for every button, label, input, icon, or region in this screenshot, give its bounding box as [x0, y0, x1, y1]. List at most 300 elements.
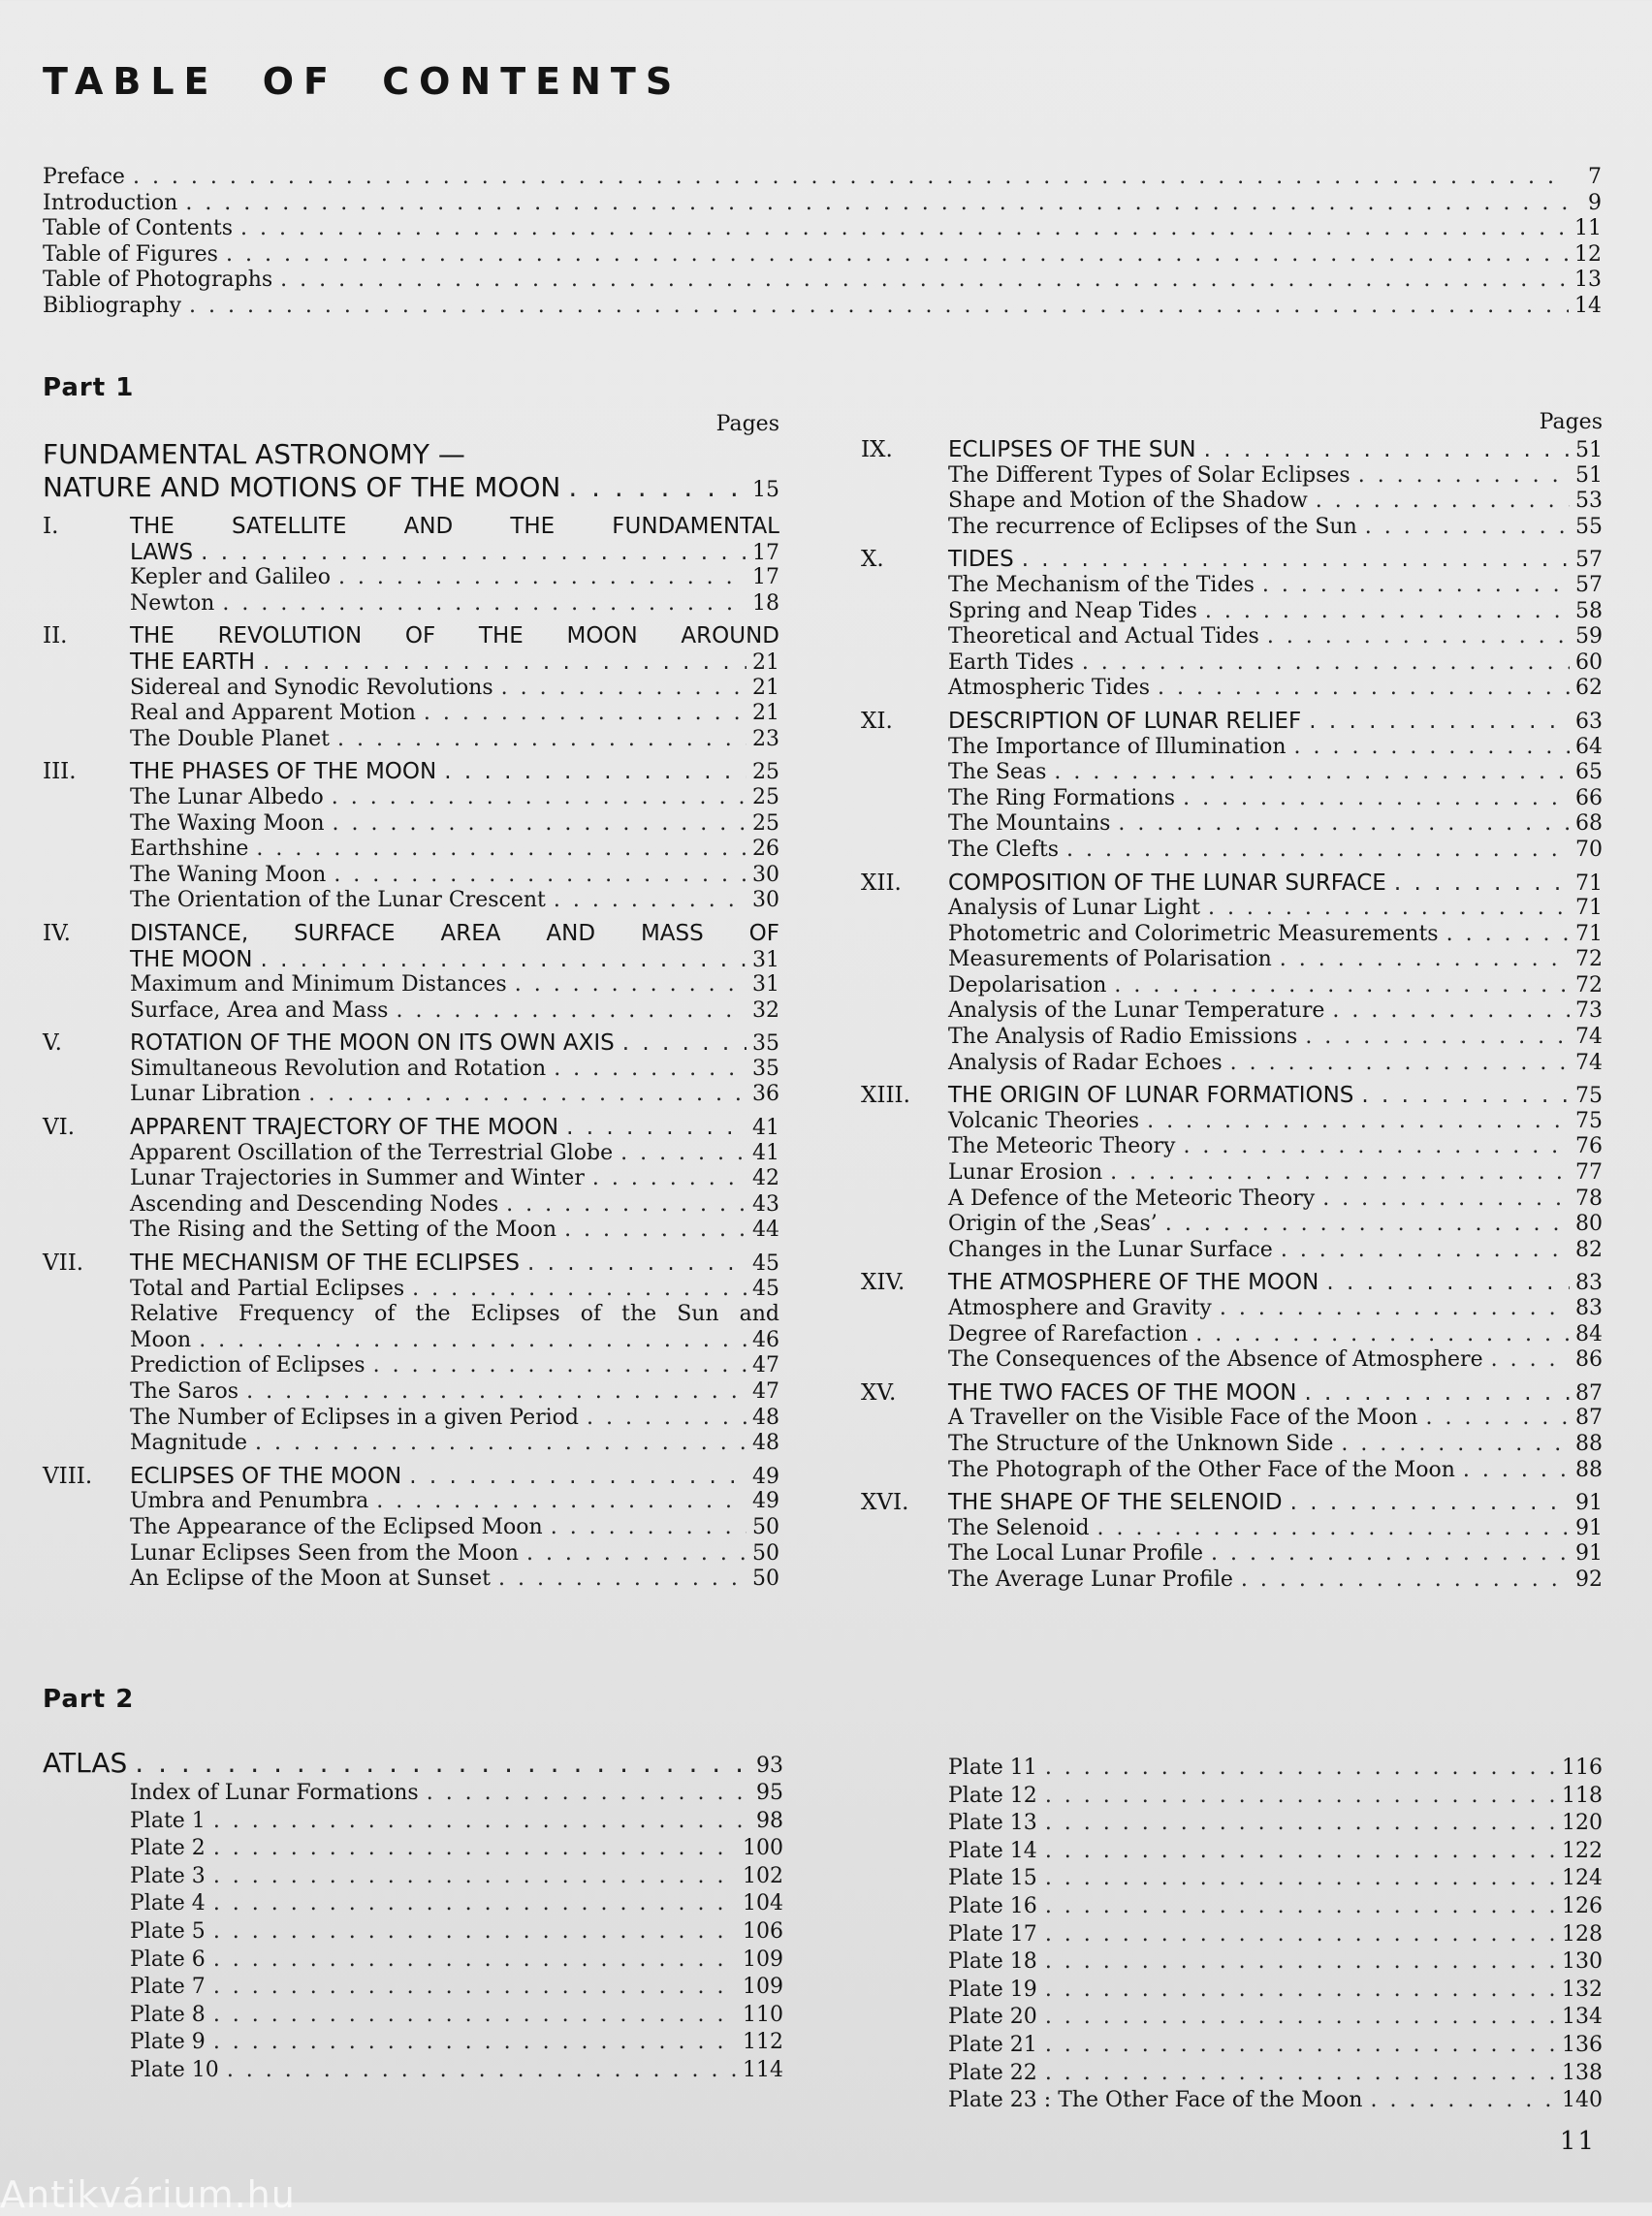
chapter-title-text: THE MECHANISM OF THE ECLIPSES: [130, 1250, 521, 1277]
entry-title: The Saros: [130, 1379, 239, 1404]
entry-title: Preface: [43, 165, 125, 189]
dot-leader: [280, 268, 1569, 294]
dot-leader: [1158, 676, 1570, 702]
chapter-body: [130, 1250, 779, 1457]
entry-title: An Eclipse of the Moon at Sunset: [130, 1567, 491, 1592]
chapter-list-left: [43, 514, 779, 1593]
entry-page: 70: [1575, 837, 1603, 862]
dot-leader: [622, 1030, 747, 1057]
atlas-entry: [948, 1948, 1603, 1977]
front-matter-entry: [43, 216, 1602, 242]
entry-page: 30: [752, 888, 779, 913]
chapter-title-line: DISTANCE, SURFACE AREA AND MASS OF: [130, 920, 779, 946]
entry-page: 104: [743, 1891, 783, 1916]
dot-leader: [1045, 2060, 1556, 2088]
entry-page: 73: [1575, 998, 1603, 1024]
dot-leader: [189, 294, 1569, 320]
section-entry: [948, 1458, 1603, 1484]
atlas-list-left: [43, 1780, 783, 2085]
entry-page: 74: [1575, 1025, 1603, 1050]
chapter-numeral: XI.: [861, 708, 893, 734]
entry-page: 109: [743, 1947, 783, 1972]
dot-leader: [1294, 735, 1571, 761]
entry-page: 50: [752, 1514, 779, 1539]
chapter-title-text: THE MOON: [130, 946, 253, 972]
entry-title: Table of Contents: [43, 216, 234, 241]
entry-title: Plate 14: [948, 1838, 1037, 1863]
dot-leader: [551, 1515, 747, 1541]
chapter-page: 63: [1575, 709, 1603, 734]
dot-leader: [1066, 838, 1570, 864]
section-entry: [948, 676, 1603, 702]
section-entry: [130, 998, 779, 1025]
page-title: TABLE OF CONTENTS: [43, 60, 683, 103]
dot-leader: [1332, 998, 1570, 1025]
chapter-title-text: ROTATION OF THE MOON ON ITS OWN AXIS: [130, 1030, 615, 1057]
chapter-body: [130, 759, 779, 914]
entry-page: 35: [752, 1056, 779, 1081]
entry-title: Spring and Neap Tides: [948, 598, 1197, 623]
dot-leader: [527, 1250, 747, 1277]
plate-entry: [948, 1755, 1603, 1783]
atlas-entry: [130, 1780, 783, 1808]
entry-page: 112: [743, 2030, 783, 2055]
plate-entry: [130, 1835, 783, 1863]
entry-page: 134: [1562, 2005, 1603, 2030]
entry-title: Degree of Rarefaction: [948, 1321, 1189, 1346]
entry-page: 86: [1575, 1347, 1603, 1373]
atlas-heading-line: [43, 1747, 783, 1780]
dot-leader: [376, 1489, 747, 1515]
atlas-heading-text: ATLAS: [43, 1747, 128, 1779]
chapter-title: [130, 1250, 779, 1277]
dot-leader: [201, 540, 747, 566]
section-entry: [130, 972, 779, 998]
entry-title: A Traveller on the Visible Face of the Moon: [948, 1406, 1418, 1431]
entry-title: The Clefts: [948, 837, 1060, 862]
entry-page: 41: [752, 1140, 779, 1165]
chapter-title-text: THE PHASES OF THE MOON: [130, 759, 437, 785]
entry-title: Plate 12: [948, 1783, 1037, 1808]
atlas-entry: [130, 1890, 783, 1918]
entry-title: Lunar Libration: [130, 1082, 302, 1107]
dot-leader: [263, 649, 747, 676]
entry-page: 82: [1575, 1237, 1603, 1262]
chapter: [43, 1030, 779, 1108]
page-number: 11: [1559, 2127, 1596, 2156]
dot-leader: [1045, 1948, 1556, 1977]
entry-page: 91: [1575, 1541, 1603, 1567]
watermark: Antikvárium.hu: [0, 2173, 296, 2216]
entry-page: 128: [1562, 1921, 1603, 1947]
dot-leader: [1045, 1755, 1556, 1783]
entry-page: 116: [1562, 1756, 1603, 1780]
entry-title: Moon: [130, 1327, 192, 1352]
dot-leader: [1045, 1838, 1556, 1866]
part-1-main-heading: [43, 438, 779, 504]
section-entry: [130, 1141, 779, 1167]
chapter-title-text: THE TWO FACES OF THE MOON: [948, 1379, 1297, 1406]
dot-leader: [185, 191, 1569, 217]
section-entry: [130, 1166, 779, 1192]
section-entry: [948, 1109, 1603, 1135]
chapter-page: 41: [752, 1116, 779, 1141]
dot-leader: [1309, 709, 1570, 735]
entry-title: Kepler and Galileo: [130, 565, 331, 590]
section-entry: [130, 1277, 779, 1303]
plate-entry: [948, 1893, 1603, 1921]
entry-page: 78: [1575, 1186, 1603, 1211]
chapter-page: 21: [752, 649, 779, 675]
dot-leader: [1305, 1025, 1570, 1051]
dot-leader: [1290, 1490, 1570, 1516]
chapter-body: [948, 547, 1603, 702]
entry-title: The Analysis of Radio Emissions: [948, 1025, 1298, 1050]
entry-title: Earth Tides: [948, 649, 1074, 675]
entry-page: 95: [756, 1781, 783, 1805]
section-entry: [948, 1051, 1603, 1077]
section-entry: [948, 489, 1603, 515]
front-matter-entry: [43, 165, 1602, 191]
entry-title: The Waxing Moon: [130, 810, 325, 836]
entry-title: Magnitude: [130, 1431, 248, 1456]
entry-page: 64: [1575, 734, 1603, 759]
entry-title: The Double Planet: [130, 726, 331, 751]
chapter-numeral: II.: [43, 623, 68, 649]
entry-page: 48: [752, 1405, 779, 1430]
dot-leader: [133, 165, 1569, 191]
chapter-body: [948, 1490, 1603, 1593]
dot-leader: [1183, 786, 1570, 812]
dot-leader: [1365, 515, 1570, 541]
dot-leader: [396, 998, 747, 1025]
section-entry: [130, 1218, 779, 1244]
plate-entry: [130, 2057, 783, 2085]
chapter-title: [948, 1083, 1603, 1109]
entry-page: 9: [1588, 190, 1602, 215]
entry-page: 60: [1575, 649, 1603, 675]
dot-leader: [424, 701, 747, 727]
chapter: [861, 437, 1603, 540]
entry-page: 23: [752, 726, 779, 751]
section-entry: [948, 1187, 1603, 1213]
chapter-title: [948, 547, 1603, 573]
entry-page: 47: [752, 1379, 779, 1404]
plate-entry: [130, 1918, 783, 1947]
chapter-title: [948, 437, 1603, 463]
entry-title: Origin of the ‚Seas’: [948, 1212, 1158, 1237]
dot-leader: [498, 1567, 747, 1593]
section-entry: [948, 922, 1603, 948]
atlas-entry: [130, 2029, 783, 2057]
entry-title: Plate 2: [130, 1836, 206, 1861]
section-entry: [948, 1322, 1603, 1348]
dot-leader: [255, 1431, 747, 1457]
entry-title: A Defence of the Meteoric Theory: [948, 1186, 1316, 1211]
entry-title: The Structure of the Unknown Side: [948, 1431, 1334, 1456]
entry-title: Lunar Trajectories in Summer and Winter: [130, 1166, 585, 1191]
chapter: [43, 1250, 779, 1457]
entry-page: 66: [1575, 785, 1603, 810]
section-entry: [948, 1134, 1603, 1160]
entry-title: Photometric and Colorimetric Measurements: [948, 921, 1439, 946]
dot-leader: [1341, 1432, 1570, 1458]
section-entry: [948, 973, 1603, 999]
dot-leader: [1195, 1322, 1570, 1348]
entry-page: 71: [1575, 921, 1603, 946]
entry-page: 32: [752, 997, 779, 1023]
section-entry: [948, 1296, 1603, 1322]
section-title-line: Relative Frequency of the Eclipses of the Sun and: [130, 1302, 779, 1327]
chapter-body: [130, 623, 779, 752]
dot-leader: [566, 1115, 747, 1141]
entry-title: The Meteoric Theory: [948, 1134, 1176, 1159]
chapter: [861, 547, 1603, 702]
entry-title: The Rising and the Setting of the Moon: [130, 1218, 557, 1243]
dot-leader: [213, 2002, 737, 2030]
dot-leader: [1118, 811, 1570, 838]
entry-title: Plate 5: [130, 1918, 206, 1944]
entry-title: Real and Apparent Motion: [130, 701, 416, 726]
dot-leader: [1394, 871, 1570, 897]
dot-leader: [1267, 624, 1570, 650]
entry-title: Apparent Oscillation of the Terrestrial Globe: [130, 1140, 614, 1165]
plate-entry: [948, 1783, 1603, 1811]
chapter-page: 45: [752, 1251, 779, 1277]
entry-title: The Ring Formations: [948, 785, 1176, 810]
entry-title: Plate 9: [130, 2030, 206, 2055]
dot-leader: [222, 591, 747, 617]
chapter-title: [948, 1270, 1603, 1296]
dot-leader: [246, 1379, 747, 1406]
entry-page: 120: [1562, 1811, 1603, 1836]
entry-title: Introduction: [43, 190, 178, 215]
section-entry: [948, 896, 1603, 922]
dot-leader: [412, 1277, 747, 1303]
plate-entry: [130, 2029, 783, 2057]
entry-title: Sidereal and Synodic Revolutions: [130, 675, 493, 700]
chapter-title: [130, 1115, 779, 1141]
entry-title: Plate 7: [130, 1975, 206, 2000]
chapter-page: 57: [1575, 548, 1603, 573]
pages-column-header: Pages: [1539, 410, 1603, 434]
main-heading-text: NATURE AND MOTIONS OF THE MOON: [43, 471, 561, 503]
entry-page: 138: [1562, 2060, 1603, 2085]
dot-leader: [1045, 1977, 1556, 2005]
plate-entry: [130, 2002, 783, 2030]
plate-entry: [130, 1974, 783, 2002]
dot-leader: [1281, 1238, 1570, 1264]
chapter-page: 83: [1575, 1271, 1603, 1296]
entry-page: 83: [1575, 1296, 1603, 1320]
entry-page: 14: [1574, 293, 1602, 318]
section-entry: [948, 624, 1603, 650]
section-entry: [948, 650, 1603, 677]
section-entry: [948, 1212, 1603, 1238]
chapter-numeral: XIV.: [861, 1270, 905, 1296]
dot-leader: [1491, 1347, 1570, 1374]
entry-page: 13: [1574, 268, 1602, 293]
dot-leader: [1045, 1893, 1556, 1921]
chapter-numeral: V.: [43, 1030, 62, 1057]
dot-leader: [213, 1890, 737, 1918]
entry-title: Plate 4: [130, 1891, 206, 1916]
entry-title: Plate 3: [130, 1863, 206, 1888]
section-entry: [130, 863, 779, 889]
chapter-page: 91: [1575, 1491, 1603, 1516]
section-entry: [130, 1541, 779, 1567]
chapter-numeral: IV.: [43, 920, 71, 946]
section-entry: [948, 1541, 1603, 1567]
entry-title: The Lunar Albedo: [130, 784, 324, 809]
dot-leader: [1114, 973, 1570, 999]
dot-leader: [1022, 547, 1570, 573]
atlas-entry: [130, 2057, 783, 2085]
section-entry: [130, 1406, 779, 1432]
section-entry: [948, 1567, 1603, 1594]
chapter-title-text: DESCRIPTION OF LUNAR RELIEF: [948, 708, 1302, 734]
dot-leader: [1208, 896, 1570, 922]
atlas-entry: [948, 1810, 1603, 1838]
dot-leader: [1361, 1083, 1570, 1109]
entry-title: Theoretical and Actual Tides: [948, 624, 1259, 649]
atlas-entry: [130, 1808, 783, 1836]
entry-title: Atmosphere and Gravity: [948, 1296, 1212, 1320]
entry-title: The Selenoid: [948, 1515, 1090, 1540]
chapter: [861, 1083, 1603, 1263]
plate-entry: [130, 1863, 783, 1891]
entry-page: 77: [1575, 1160, 1603, 1186]
entry-page: 114: [743, 2057, 783, 2082]
entry-title: Lunar Eclipses Seen from the Moon: [130, 1540, 519, 1566]
entry-page: 88: [1575, 1431, 1603, 1456]
section-entry: [948, 1347, 1603, 1374]
dot-leader: [338, 565, 747, 591]
dot-leader: [1147, 1109, 1570, 1135]
dot-leader: [1082, 650, 1570, 677]
front-matter-entry: [43, 268, 1602, 294]
front-matter-entry: [43, 294, 1602, 320]
entry-title: Simultaneous Revolution and Rotation: [130, 1056, 547, 1081]
section-entry: [130, 811, 779, 838]
atlas-entry: [130, 2002, 783, 2030]
dot-leader: [373, 1353, 747, 1379]
entry-page: 12: [1574, 241, 1602, 267]
entry-page: 72: [1575, 947, 1603, 972]
dot-leader: [1045, 1810, 1556, 1838]
dot-leader: [1097, 1516, 1570, 1542]
dot-leader: [568, 471, 747, 504]
main-heading-page: 15: [752, 478, 779, 502]
chapter: [861, 709, 1603, 864]
entry-page: 130: [1562, 1949, 1603, 1975]
dot-leader: [444, 759, 747, 785]
entry-title: The Mountains: [948, 811, 1111, 837]
chapter-body: [948, 437, 1603, 540]
atlas-entry: [948, 1893, 1603, 1921]
dot-leader: [506, 1192, 747, 1219]
atlas-right-column: [948, 1755, 1603, 2115]
atlas-entry: [948, 2087, 1603, 2115]
dot-leader: [213, 1863, 737, 1891]
dot-leader: [1262, 573, 1570, 599]
dot-leader: [1370, 2087, 1556, 2115]
chapter-body: [948, 1083, 1603, 1263]
atlas-entry: [948, 2032, 1603, 2060]
section-entry: [948, 599, 1603, 625]
entry-page: 21: [752, 701, 779, 726]
dot-leader: [308, 1082, 747, 1108]
chapter: [43, 514, 779, 617]
dot-leader: [227, 2057, 737, 2085]
atlas-entry: [130, 1863, 783, 1891]
entry-title: Analysis of Radar Echoes: [948, 1050, 1223, 1075]
entry-title: Plate 21: [948, 2032, 1037, 2057]
entry-title: Earthshine: [130, 837, 249, 862]
dot-leader: [1326, 1270, 1570, 1296]
chapter-page: 25: [752, 760, 779, 785]
entry-title: The Different Types of Solar Eclipses: [948, 462, 1350, 488]
dot-leader: [213, 1808, 750, 1836]
entry-page: 25: [752, 810, 779, 836]
entry-page: 75: [1575, 1108, 1603, 1133]
dot-leader: [334, 863, 747, 889]
section-entry: [948, 515, 1603, 541]
chapter-body: [130, 1464, 779, 1593]
dot-leader: [240, 216, 1569, 242]
atlas-heading: [43, 1747, 783, 1780]
dot-leader: [135, 1747, 750, 1780]
dot-leader: [1463, 1458, 1570, 1484]
chapter-numeral: VI.: [43, 1115, 76, 1141]
section-entry: [130, 565, 779, 591]
dot-leader: [226, 242, 1569, 269]
atlas-entry: [948, 1755, 1603, 1783]
plate-entry: [130, 1890, 783, 1918]
chapter-list-right: [861, 437, 1603, 1594]
dot-leader: [526, 1541, 747, 1567]
chapter-body: [130, 1030, 779, 1108]
chapter-title-text: COMPOSITION OF THE LUNAR SURFACE: [948, 870, 1386, 896]
plate-entry: [948, 1977, 1603, 2005]
section-entry: [130, 701, 779, 727]
entry-title: Maximum and Minimum Distances: [130, 972, 507, 997]
entry-title: Newton: [130, 590, 215, 616]
atlas-entry: [130, 1835, 783, 1863]
entry-page: 62: [1575, 676, 1603, 701]
dot-leader: [332, 785, 747, 811]
atlas-entry: [948, 1838, 1603, 1866]
front-matter-entry: [43, 191, 1602, 217]
entry-title: Plate 22: [948, 2060, 1037, 2085]
entry-title: Volcanic Theories: [948, 1108, 1140, 1133]
dot-leader: [409, 1464, 747, 1490]
dot-leader: [1045, 1865, 1556, 1893]
section-entry: [130, 888, 779, 914]
plate-entry: [948, 1921, 1603, 1949]
dot-leader: [1211, 1541, 1570, 1567]
entry-title: Changes in the Lunar Surface: [948, 1237, 1273, 1262]
atlas-entry: [948, 1977, 1603, 2005]
entry-page: 91: [1575, 1515, 1603, 1540]
entry-title: The Waning Moon: [130, 862, 327, 887]
entry-title: The Mechanism of the Tides: [948, 572, 1255, 597]
entry-page: 80: [1575, 1212, 1603, 1237]
atlas-entry: [948, 1865, 1603, 1893]
dot-leader: [1230, 1051, 1570, 1077]
front-matter-entry: [43, 242, 1602, 269]
section-entry: [948, 838, 1603, 864]
